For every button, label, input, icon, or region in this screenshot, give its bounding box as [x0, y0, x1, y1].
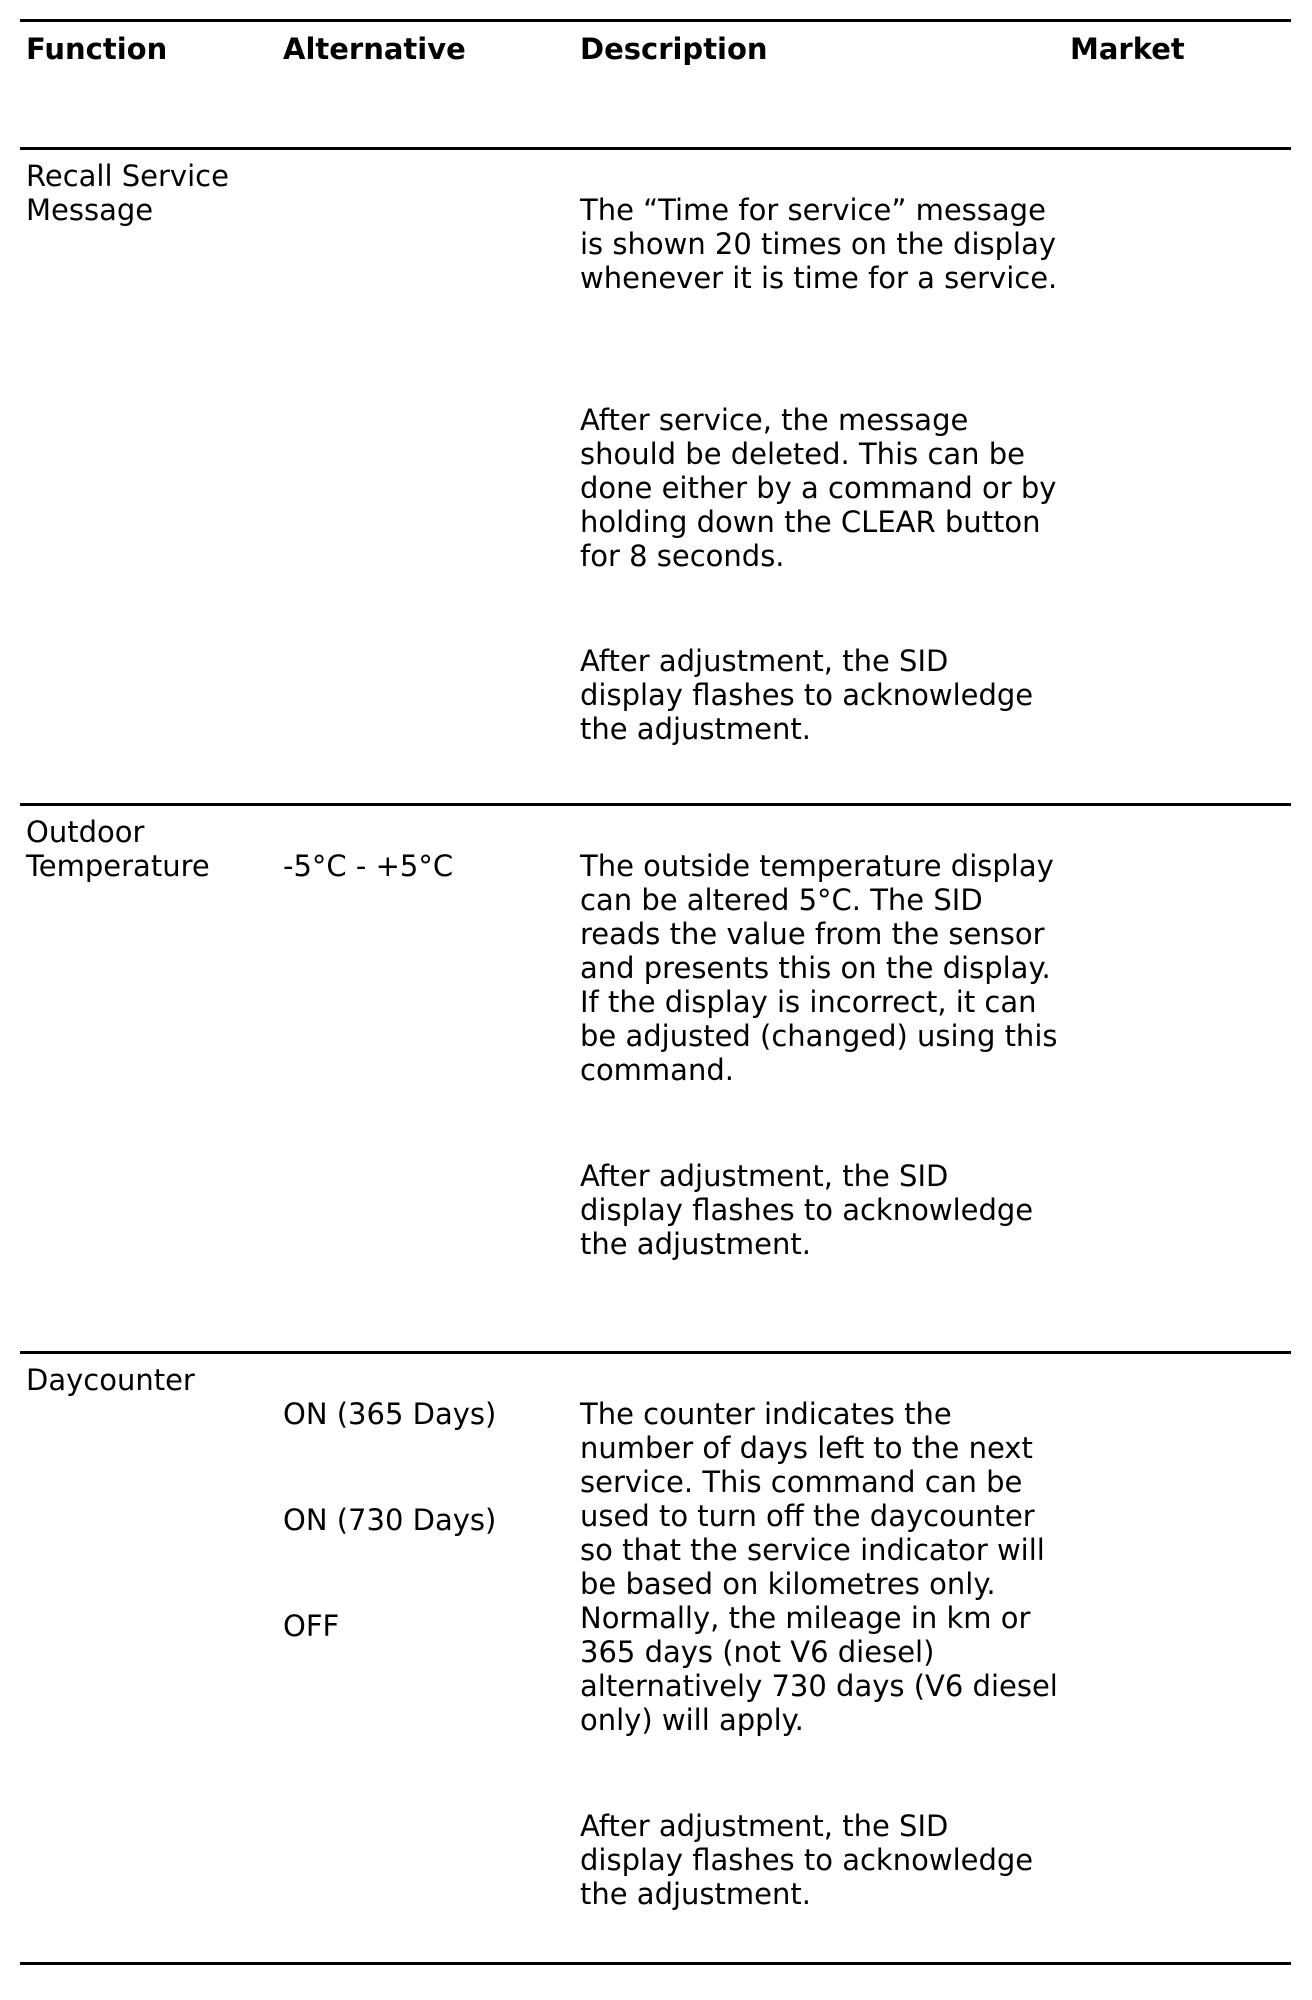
function-cell: Outdoor Temperature: [26, 815, 210, 883]
alternative-cell: [283, 1363, 496, 1714]
alternative-value: -5°C - +5°C: [283, 849, 454, 883]
table-bottom-rule: [20, 1962, 1291, 1965]
column-header-alternative: Alternative: [283, 32, 466, 66]
column-header-market: Market: [1070, 32, 1185, 66]
column-header-description: Description: [580, 32, 768, 66]
function-cell: Daycounter: [26, 1363, 195, 1397]
column-header-function: Function: [26, 32, 168, 66]
description-cell: [580, 1363, 1060, 1945]
row-divider: [20, 1351, 1291, 1354]
description-cell: [580, 159, 1060, 780]
alternative-value: ON (730 Days): [283, 1503, 497, 1537]
description-paragraph: The “Time for service” message is shown 20 times on the display whenever it is time for a service.: [580, 193, 1058, 295]
table-top-rule: [20, 19, 1291, 22]
alternative-value: ON (365 Days): [283, 1397, 497, 1431]
description-paragraph: The counter indicates the number of days left to the next service. This command can be used to turn off the daycounter so that the service indicator will be based on kilometres only. Normally, the mileage in km or 365 days (not V6 diesel) alternatively 730 days (V6 diesel only) will apply.: [580, 1397, 1058, 1737]
description-paragraph: After service, the message should be deleted. This can be done either by a command or by holding down the CLEAR button for 8 seconds.: [580, 403, 1057, 573]
description-paragraph: After adjustment, the SID display flashes to acknowledge the adjustment.: [580, 644, 1034, 746]
description-paragraph: After adjustment, the SID display flashes to acknowledge the adjustment.: [580, 1809, 1034, 1911]
description-cell: [580, 815, 1060, 1295]
description-paragraph: The outside temperature display can be altered 5°C. The SID reads the value from the sensor and presents this on the display. If the display is incorrect, it can be adjusted (changed) using this command.: [580, 849, 1058, 1087]
row-divider: [20, 803, 1291, 806]
header-bottom-rule: [20, 147, 1291, 150]
alternative-value: OFF: [283, 1609, 340, 1643]
function-cell: Recall Service Message: [26, 159, 229, 227]
description-paragraph: After adjustment, the SID display flashes to acknowledge the adjustment.: [580, 1159, 1034, 1261]
alternative-cell: [283, 815, 453, 954]
